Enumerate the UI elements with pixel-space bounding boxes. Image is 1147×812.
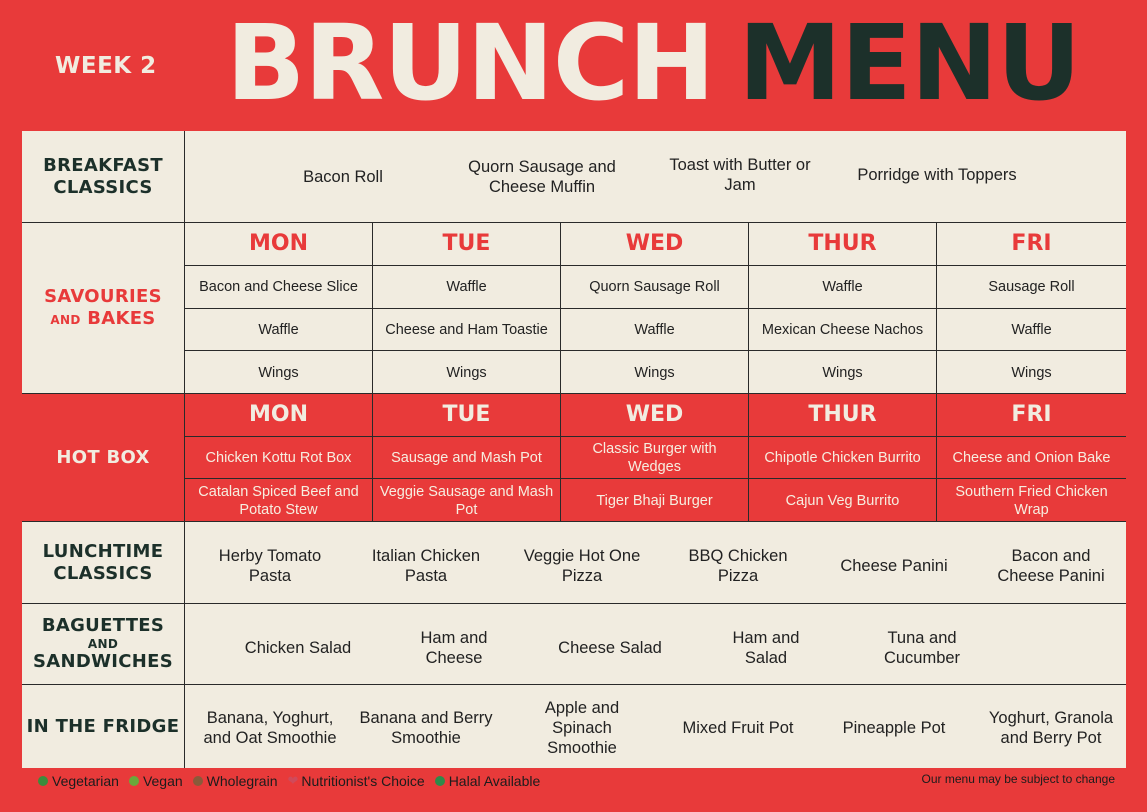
menu-item: Italian Chicken Pasta xyxy=(371,547,481,585)
day-header-mon: MON xyxy=(185,223,373,266)
savouries-grid xyxy=(185,223,1126,393)
menu-cell: Waffle xyxy=(749,266,937,309)
week-label: WEEK 2 xyxy=(55,53,157,79)
label-line: SAVOURIES xyxy=(44,286,162,307)
legend-label: Wholegrain xyxy=(206,773,278,789)
menu-cell: Wings xyxy=(373,351,561,394)
menu-item: Toast with Butter or Jam xyxy=(669,156,811,194)
page-title xyxy=(226,2,1081,124)
menu-item: Ham and Salad xyxy=(732,629,800,667)
menu-cell: Wings xyxy=(185,351,373,394)
menu-cell: Wings xyxy=(1011,364,1052,381)
menu-cell: Cheese and Onion Bake xyxy=(937,437,1126,479)
hot-box-row xyxy=(22,393,1126,521)
halal-icon xyxy=(435,776,445,786)
label-line: LUNCHTIME xyxy=(42,540,164,562)
menu-cell: Sausage Roll xyxy=(937,266,1126,309)
vegan-icon xyxy=(129,776,139,786)
menu-cell: Waffle xyxy=(561,309,749,351)
menu-cell: Waffle xyxy=(937,309,1126,351)
wholegrain-icon xyxy=(193,776,203,786)
menu-item: Cheese Salad xyxy=(558,639,662,657)
menu-cell: Cheese and Ham Toastie xyxy=(373,309,561,351)
label-line: SANDWICHES xyxy=(33,651,173,672)
baguettes-label xyxy=(22,604,185,684)
menu-item: Veggie Hot One Pizza xyxy=(523,547,641,585)
title-menu: MENU xyxy=(738,2,1081,124)
menu-item: Chicken Salad xyxy=(244,639,352,657)
menu-cell: Waffle xyxy=(185,309,373,351)
lunchtime-classics-label xyxy=(22,522,185,603)
label-line: BREAKFAST xyxy=(43,154,163,176)
legend-item-vegetarian xyxy=(38,773,119,789)
menu-item: Tuna and Cucumber xyxy=(883,629,961,667)
menu-item: Banana and Berry Smoothie xyxy=(359,709,493,747)
legend-item-vegan xyxy=(129,773,183,789)
menu-board xyxy=(22,131,1126,768)
menu-item: Pineapple Pot xyxy=(842,719,946,737)
menu-cell: Quorn Sausage Roll xyxy=(561,266,749,309)
legend-label: Halal Available xyxy=(448,773,541,789)
menu-item: Apple and Spinach Smoothie xyxy=(544,699,620,757)
menu-cell: Wings xyxy=(561,351,749,394)
label-line xyxy=(50,308,155,330)
savouries-label xyxy=(22,223,185,393)
label-line: BAKES xyxy=(87,308,156,329)
in-the-fridge-label: IN THE FRIDGE xyxy=(22,685,185,768)
day-header-fri: FRI xyxy=(937,223,1126,266)
breakfast-classics-label xyxy=(22,131,185,222)
menu-cell: Veggie Sausage and Mash Pot xyxy=(373,479,561,522)
menu-cell: Catalan Spiced Beef and Potato Stew xyxy=(185,479,373,522)
legend-item-halal xyxy=(435,773,541,789)
menu-cell: Chipotle Chicken Burrito xyxy=(749,437,937,479)
menu-item: Bacon Roll xyxy=(303,168,383,186)
day-header-tue: TUE xyxy=(373,223,561,266)
day-header-thur: THUR xyxy=(749,223,937,266)
legend-label: Vegetarian xyxy=(52,773,119,789)
menu-cell: Waffle xyxy=(373,266,561,309)
menu-cell: Cajun Veg Burrito xyxy=(749,479,937,522)
disclaimer-note: Our menu may be subject to change xyxy=(921,772,1115,786)
menu-item: Mixed Fruit Pot xyxy=(682,719,794,737)
day-header-mon: MON xyxy=(185,394,373,437)
legend-label: Vegan xyxy=(142,773,183,789)
menu-cell: Classic Burger with Wedges xyxy=(561,437,749,479)
label-line: BAGUETTES xyxy=(41,615,165,636)
dietary-legend xyxy=(38,772,550,790)
menu-item: Bacon and Cheese Panini xyxy=(997,547,1105,585)
day-header-tue: TUE xyxy=(373,394,561,437)
vegetarian-icon xyxy=(38,776,48,786)
menu-cell: Tiger Bhaji Burger xyxy=(561,479,749,522)
title-brunch: BRUNCH xyxy=(226,2,715,124)
menu-item: BBQ Chicken Pizza xyxy=(688,547,788,585)
legend-item-wholegrain xyxy=(193,773,278,789)
menu-item: Banana, Yoghurt, and Oat Smoothie xyxy=(203,709,337,747)
menu-cell: Bacon and Cheese Slice xyxy=(185,266,373,309)
menu-cell: Southern Fried Chicken Wrap xyxy=(955,483,1108,518)
menu-item: Cheese Panini xyxy=(840,557,948,575)
day-header-wed: WED xyxy=(561,394,749,437)
menu-item: Ham and Cheese xyxy=(420,629,488,667)
label-line: CLASSICS xyxy=(53,562,153,584)
savouries-row xyxy=(22,222,1126,393)
menu-cell: Wings xyxy=(749,351,937,394)
menu-item: Porridge with Toppers xyxy=(857,166,1017,184)
menu-item: Herby Tomato Pasta xyxy=(218,547,322,585)
legend-label: Nutritionist's Choice xyxy=(301,773,425,789)
label-small: AND xyxy=(87,637,119,651)
menu-item: Yoghurt, Granola and Berry Pot xyxy=(988,709,1114,747)
breakfast-classics-row xyxy=(22,131,1126,222)
menu-cell: Mexican Cheese Nachos xyxy=(749,309,937,351)
legend-item-nutritionists-choice xyxy=(288,773,425,789)
baguettes-row xyxy=(22,603,1126,684)
hot-box-label: HOT BOX xyxy=(22,394,185,521)
heart-icon: ❤ xyxy=(287,773,299,788)
lunchtime-classics-row xyxy=(22,521,1126,603)
menu-item: Quorn Sausage and Cheese Muffin xyxy=(468,158,616,196)
day-header-wed: WED xyxy=(561,223,749,266)
day-header-fri: FRI xyxy=(937,394,1126,437)
in-the-fridge-row xyxy=(22,684,1126,768)
label-small: AND xyxy=(50,313,81,327)
label-line: CLASSICS xyxy=(53,176,153,198)
day-header-thur: THUR xyxy=(749,394,937,437)
hot-box-grid xyxy=(185,394,1126,521)
menu-cell: Sausage and Mash Pot xyxy=(373,437,561,479)
menu-cell: Chicken Kottu Rot Box xyxy=(185,437,373,479)
